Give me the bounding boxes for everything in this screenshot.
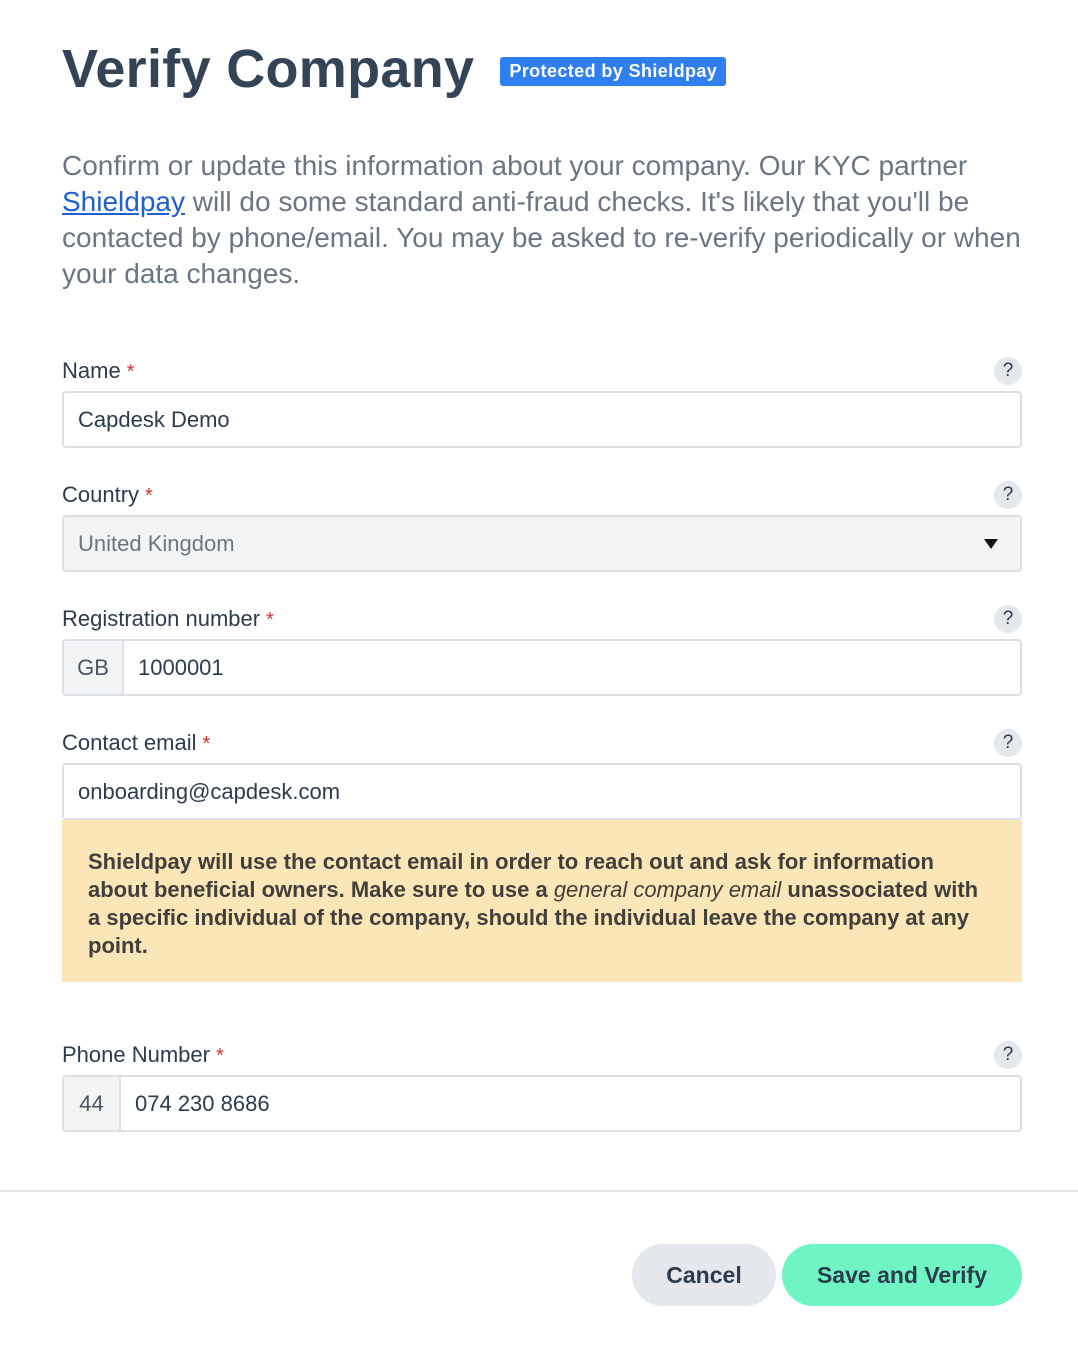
notice-text-after: unassociated with a specific individual of the company, should the individual leave the company at any point. xyxy=(88,877,979,958)
country-select[interactable] xyxy=(62,515,1022,572)
intro-text-before: Confirm or update this information about your company. Our KYC partner xyxy=(62,150,968,181)
save-and-verify-button[interactable]: Save and Verify xyxy=(782,1244,1022,1306)
email-input-value: onboarding@capdesk.com xyxy=(78,778,341,804)
help-icon[interactable]: ? xyxy=(994,605,1022,633)
email-notice xyxy=(62,820,1022,982)
email-label xyxy=(62,730,210,756)
country-label-text: Country xyxy=(62,482,140,507)
required-asterisk: * xyxy=(126,361,135,383)
phone-prefix: 44 xyxy=(64,1077,121,1130)
country-label xyxy=(62,482,153,508)
phone-label xyxy=(62,1042,224,1068)
page-title: Verify Company xyxy=(62,39,475,99)
registration-label-text: Registration number xyxy=(62,606,261,631)
notice-text-before: Shieldpay will use the contact email in order to reach out and ask for information about beneficial owners. Make sure to use a xyxy=(88,849,934,902)
email-label-text: Contact email xyxy=(62,730,197,755)
registration-prefix: GB xyxy=(64,641,124,694)
help-icon[interactable]: ? xyxy=(994,729,1022,757)
help-icon[interactable]: ? xyxy=(994,481,1022,509)
name-label-text: Name xyxy=(62,358,121,383)
help-icon[interactable]: ? xyxy=(994,1041,1022,1069)
caret-down-icon xyxy=(984,539,998,549)
required-asterisk: * xyxy=(215,1045,224,1067)
name-input[interactable] xyxy=(62,391,1022,448)
email-label-row xyxy=(62,728,1022,758)
required-asterisk: * xyxy=(266,609,274,631)
help-icon[interactable]: ? xyxy=(994,357,1022,385)
phone-label-text: Phone Number xyxy=(62,1042,210,1067)
shieldpay-link[interactable]: Shieldpay xyxy=(62,186,185,217)
intro-text xyxy=(62,148,1022,292)
registration-input[interactable] xyxy=(62,639,1022,696)
email-input[interactable] xyxy=(62,763,1022,820)
country-label-row xyxy=(62,480,1022,510)
phone-input[interactable] xyxy=(62,1075,1022,1132)
cancel-button[interactable]: Cancel xyxy=(632,1244,776,1306)
required-asterisk: * xyxy=(145,485,153,507)
shieldpay-badge: Protected by Shieldpay xyxy=(500,57,726,86)
footer-divider xyxy=(0,1190,1078,1192)
notice-emphasis: general company email xyxy=(553,877,782,902)
registration-label xyxy=(62,606,274,632)
registration-input-value: 1000001 xyxy=(138,654,224,680)
country-select-value: United Kingdom xyxy=(78,530,235,556)
required-asterisk: * xyxy=(202,733,211,755)
phone-label-row xyxy=(62,1040,1022,1070)
phone-input-value: 074 230 8686 xyxy=(135,1090,270,1116)
intro-text-after: will do some standard anti-fraud checks. It's likely that you'll be contacted by phone/email. You may be asked to re-verify periodically or when your data changes. xyxy=(62,186,1021,289)
name-label-row xyxy=(62,356,1022,386)
registration-label-row xyxy=(62,604,1022,634)
name-input-value: Capdesk Demo xyxy=(78,406,230,432)
name-label xyxy=(62,358,134,384)
dialog-header xyxy=(62,34,726,104)
